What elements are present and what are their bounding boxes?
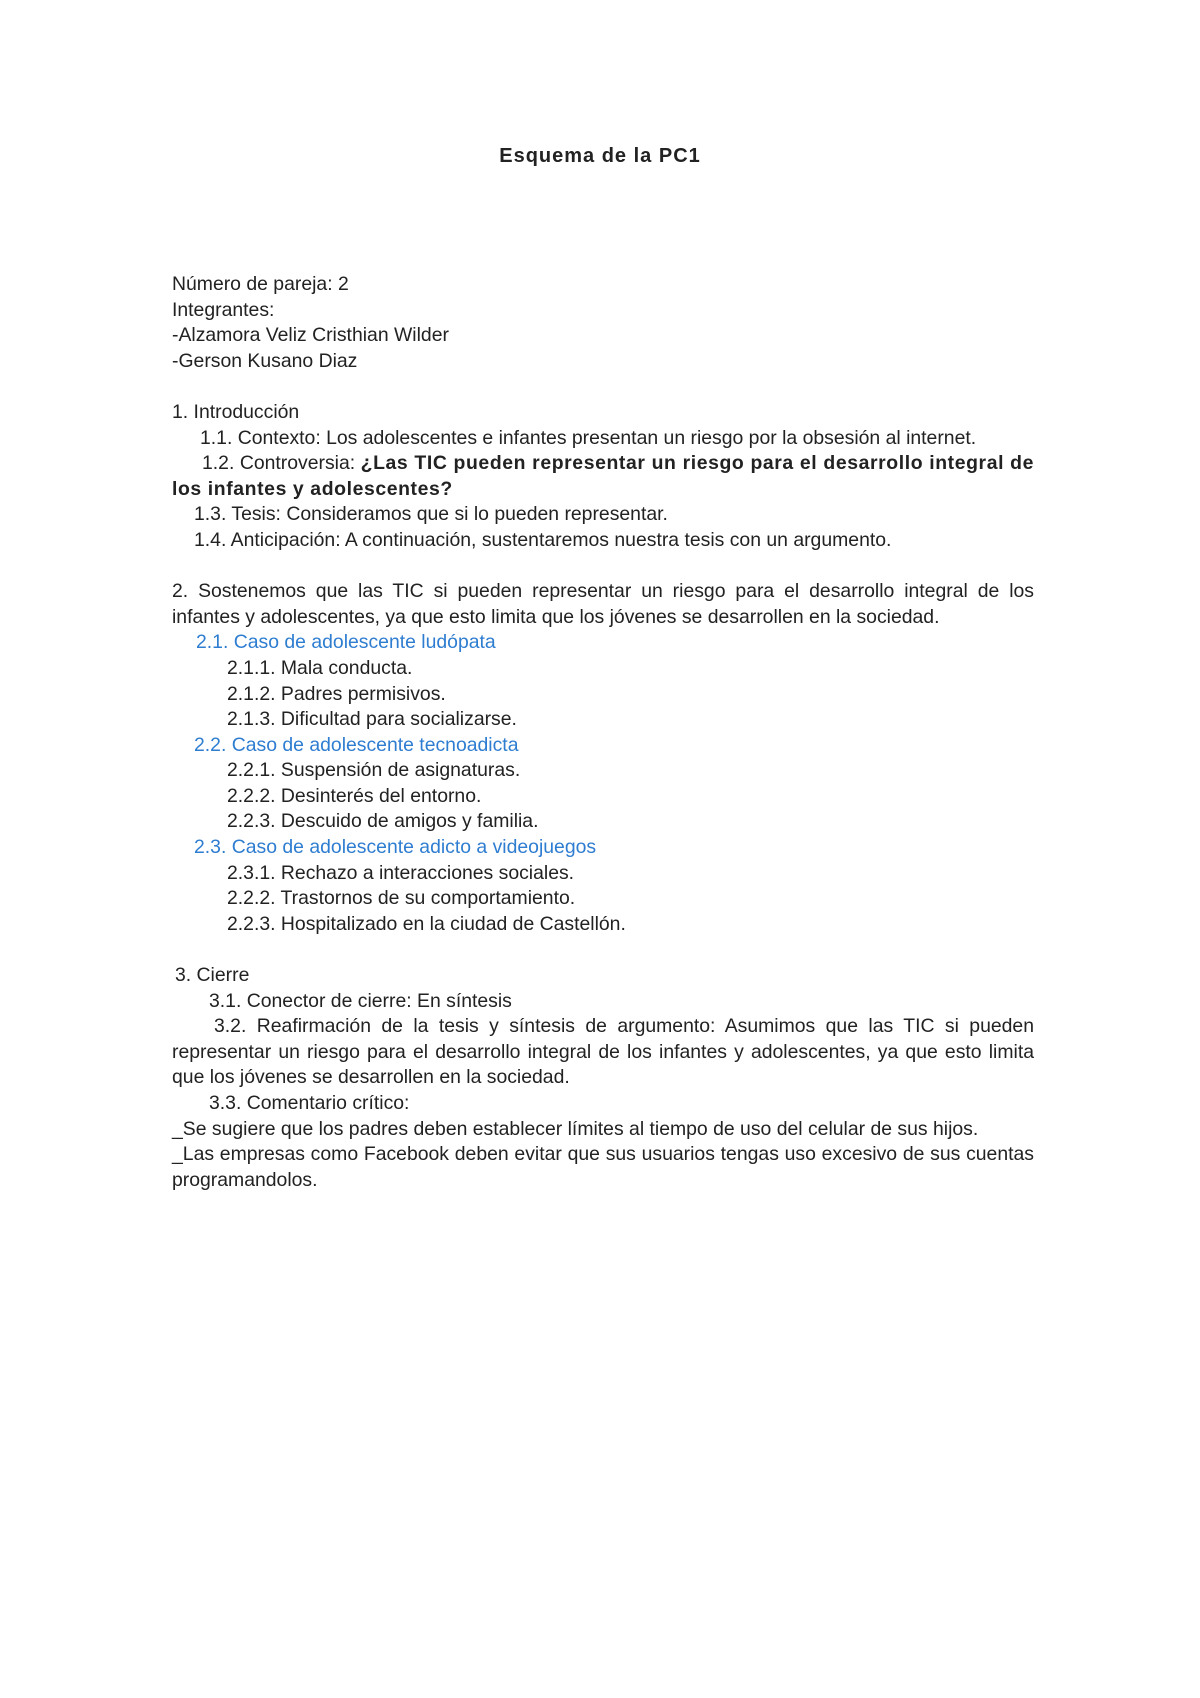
- caso-2-title: 2.2. Caso de adolescente tecnoadicta: [194, 733, 519, 756]
- cierre-comentario-2: _Las empresas como Facebook deben evitar que sus usuarios tengas uso excesivo de sus cuentas programandolos.: [172, 1143, 1034, 1191]
- intro-tesis: 1.3. Tesis: Consideramos que si lo pueden representar.: [194, 503, 668, 526]
- spacer: [172, 554, 1034, 580]
- cierre-heading: 3. Cierre: [175, 964, 250, 987]
- cierre-comentario-label: 3.3. Comentario crítico:: [209, 1092, 410, 1114]
- caso-3-item-3: 2.2.3. Hospitalizado en la ciudad de Castellón.: [227, 912, 626, 935]
- controversia-question: ¿Las TIC pueden representar un riesgo para el desarrollo integral de los infantes y adolescentes?: [172, 452, 1034, 500]
- controversia-label: 1.2. Controversia:: [202, 452, 361, 475]
- intro-heading: 1. Introducción: [172, 400, 300, 423]
- argumento-heading: 2. Sostenemos que las TIC si pueden representar un riesgo para el desarrollo integral de los infantes y adolescentes, ya que esto limita que los jóvenes se desarrollen en la sociedad.: [172, 580, 1034, 628]
- caso-3-item-2: 2.2.2. Trastornos de su comportamiento.: [227, 887, 576, 910]
- document-title: Esquema de la PC1: [499, 145, 701, 167]
- cierre-comentario-1: _Se sugiere que los padres deben establecer límites al tiempo de uso del celular de sus hijos.: [172, 1117, 979, 1140]
- integrante-1: -Alzamora Veliz Cristhian Wilder: [172, 324, 449, 347]
- cierre-reafirmacion: 3.2. Reafirmación de la tesis y síntesis de argumento: Asumimos que las TIC si pueden representar un riesgo para el desarrollo integral de los infantes y adolescentes, ya que esto limita que los jóvenes se desarrollen en la sociedad.: [172, 1015, 1034, 1089]
- spacer: [172, 374, 1034, 400]
- integrante-2: -Gerson Kusano Diaz: [172, 349, 358, 372]
- intro-controversia: [172, 451, 1034, 502]
- caso-2-item-3: 2.2.3. Descuido de amigos y familia.: [227, 810, 539, 833]
- document-body: [172, 272, 1034, 1193]
- cierre-conector: 3.1. Conector de cierre: En síntesis: [209, 989, 512, 1012]
- integrantes-label: Integrantes:: [172, 298, 275, 321]
- caso-2-item-2: 2.2.2. Desinterés del entorno.: [227, 784, 482, 807]
- caso-1-item-1: 2.1.1. Mala conducta.: [227, 656, 413, 679]
- caso-3-item-1: 2.3.1. Rechazo a interacciones sociales.: [227, 861, 575, 884]
- intro-anticipacion: 1.4. Anticipación: A continuación, sustentaremos nuestra tesis con un argumento.: [194, 528, 892, 551]
- caso-1-title: 2.1. Caso de adolescente ludópata: [196, 631, 496, 654]
- caso-1-item-3: 2.1.3. Dificultad para socializarse.: [227, 708, 517, 731]
- intro-contexto: 1.1. Contexto: Los adolescentes e infantes presentan un riesgo por la obsesión al internet.: [200, 426, 977, 449]
- spacer: [172, 937, 1034, 963]
- caso-1-item-2: 2.1.2. Padres permisivos.: [227, 682, 446, 705]
- caso-2-item-1: 2.2.1. Suspensión de asignaturas.: [227, 759, 521, 782]
- pareja-line: Número de pareja: 2: [172, 273, 349, 295]
- caso-3-title: 2.3. Caso de adolescente adicto a videojuegos: [194, 836, 597, 859]
